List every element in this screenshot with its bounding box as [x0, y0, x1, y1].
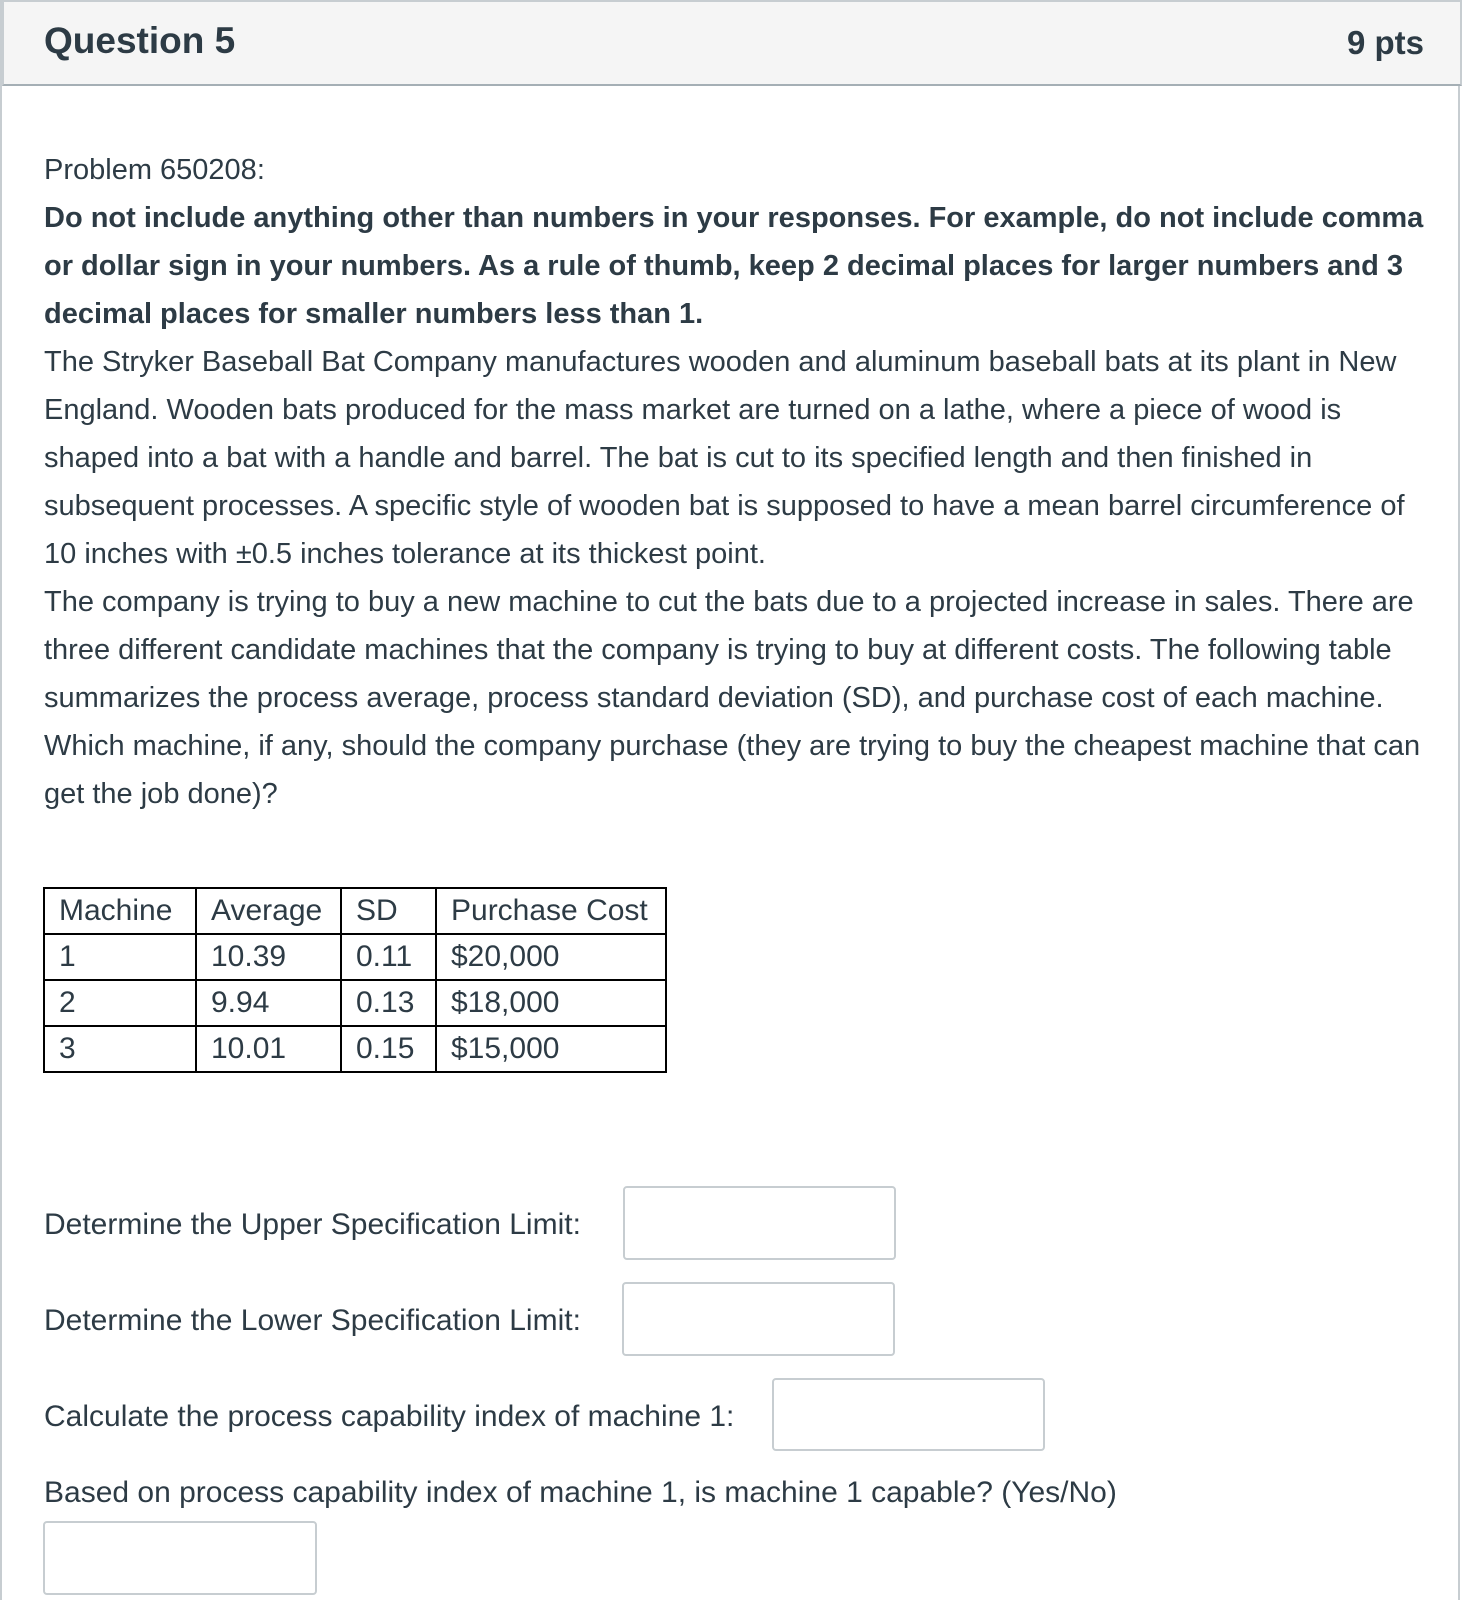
machine-table	[43, 887, 667, 1073]
question-header	[2, 0, 1462, 86]
question-title: Question 5	[44, 20, 236, 61]
table-header-cell: Machine	[44, 888, 196, 934]
cpk-machine1-input[interactable]	[772, 1378, 1045, 1451]
table-cell: 1	[44, 934, 196, 980]
table-cell: 0.15	[341, 1026, 436, 1072]
capable-machine1-input[interactable]	[43, 1521, 317, 1595]
table-cell: $18,000	[436, 980, 666, 1026]
table-cell: 0.11	[341, 934, 436, 980]
problem-paragraph-2: The company is trying to buy a new machine to cut the bats due to a projected increase in sales. There are three different candidate machines that the company is trying to buy at different costs. The following table summarizes the process average, process standard deviation (SD), and purchase cost of each machine. Which machine, if any, should the company purchase (they are trying to buy the cheapest machine that can get the job done)?	[44, 586, 1421, 810]
capable-machine1-label: Based on process capability index of machine 1, is machine 1 capable? (Yes/No)	[44, 1476, 1117, 1509]
table-cell: 10.39	[196, 934, 341, 980]
table-header-row	[44, 888, 666, 934]
table-cell: $20,000	[436, 934, 666, 980]
question-text	[44, 146, 1434, 818]
table-header-cell: SD	[341, 888, 436, 934]
lsl-input[interactable]	[622, 1282, 895, 1356]
lsl-label: Determine the Lower Specification Limit:	[44, 1304, 581, 1337]
table-row	[44, 934, 666, 980]
question-points: 9 pts	[1346, 24, 1424, 61]
problem-instructions: Do not include anything other than numbers in your responses. For example, do not include comma or dollar sign in your numbers. As a rule of thumb, keep 2 decimal places for larger numbers and 3 decimal places for smaller numbers less than 1.	[44, 202, 1424, 330]
table-header-cell: Average	[196, 888, 341, 934]
table-header-cell: Purchase Cost	[436, 888, 666, 934]
table-cell: 2	[44, 980, 196, 1026]
table-cell: 9.94	[196, 980, 341, 1026]
table-cell: 10.01	[196, 1026, 341, 1072]
usl-label: Determine the Upper Specification Limit:	[44, 1208, 581, 1241]
usl-input[interactable]	[623, 1186, 896, 1260]
table-cell: $15,000	[436, 1026, 666, 1072]
table-row	[44, 1026, 666, 1072]
table-cell: 3	[44, 1026, 196, 1072]
table-cell: 0.13	[341, 980, 436, 1026]
table-row	[44, 980, 666, 1026]
cpk-machine1-label: Calculate the process capability index of machine 1:	[44, 1400, 735, 1433]
problem-id: Problem 650208:	[44, 154, 265, 186]
problem-paragraph-1: The Stryker Baseball Bat Company manufactures wooden and aluminum baseball bats at its plant in New England. Wooden bats produced for the mass market are turned on a lathe, where a piece of wood is shaped into a bat with a handle and barrel. The bat is cut to its specified length and then finished in subsequent processes. A specific style of wooden bat is supposed to have a mean barrel circumference of 10 inches with ±0.5 inches tolerance at its thickest point.	[44, 346, 1405, 570]
